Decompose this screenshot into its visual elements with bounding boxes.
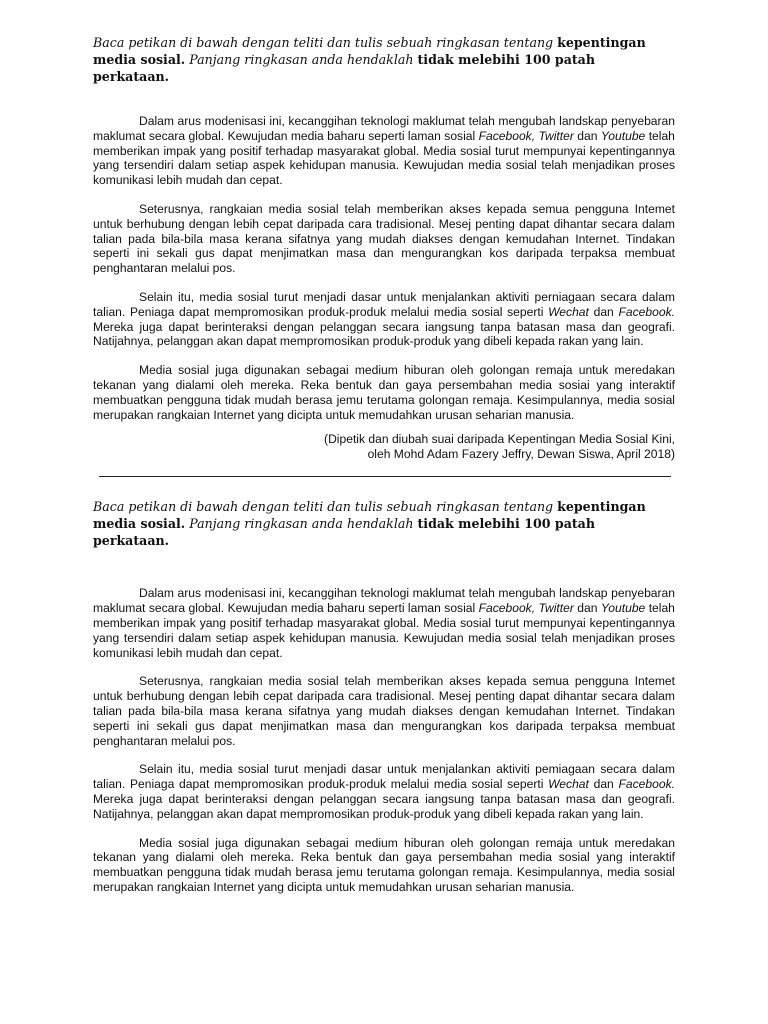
paragraph-3 [93, 290, 675, 349]
paragraph-3-facebook: Facebook. [618, 777, 675, 792]
paragraph-3-wechat: Wechat [548, 304, 589, 319]
paragraph-1 [93, 586, 675, 660]
paragraph-3-text-a: Selain itu, media sosial turut menjadi dasar untuk menjalankan aktiviti pemiagaan secara dalam talian. Peniaga dapat mempromosikan produk-produk melalui media sosial seperti [93, 762, 675, 792]
paragraph-2: Seterusnya, rangkaian media sosial telah memberikan akses kepada semua pengguna Intemet untuk berhubung dengan lebih cepat daripada cara tradisional. Mesej penting dapat dihantar secara dalam talian pada bila-bila masa kerana sifatnya yang mudah diakses dengan kemudahan Internet. Tindakan seperti ini sekali gus dapat menjimatkan masa dan mengurangkan kos daripada terpaksa membuat penghantaran melalui pos. [93, 674, 675, 748]
paragraph-1-facebook: Facebook, [478, 128, 536, 143]
instruction-part-2: Panjang ringkasan anda hendaklah [189, 516, 414, 532]
paragraph-1-facebook: Facebook, [478, 601, 536, 616]
paragraph-1-dan: dan [577, 601, 598, 616]
paragraph-2: Seterusnya, rangkaian media sosial telah memberikan akses kepada semua pengguna Intemet untuk berhubung dengan lebih cepat daripada cara tradisional. Mesej penting dapat dihantar secara dalam talian pada bila-bila masa kerana sifatnya yang mudah diakses dengan kemudahan Internet. Tindakan seperti ini sekali gus dapat menjimatkan masa dan mengurangkan kos daripada terpaksa membuat penghantaran melalui pos. [93, 201, 675, 276]
paragraph-1-dan: dan [577, 128, 598, 143]
citation-line-1: (Dipetik dan diubah suai daripada Kepentingan Media Sosial Kini, [324, 432, 675, 447]
instruction-topic: kepentingan media sosial. [93, 35, 646, 67]
paragraph-3-facebook: Facebook. [618, 304, 675, 319]
citation-line-2: oleh Mohd Adam Fazery Jeffry, Dewan Siswa, April 2018) [367, 447, 675, 462]
paragraph-3-text-b: Mereka juga dapat berinteraksi dengan pelanggan secara iangsung tanpa batasan masa dan geografi. Natijahnya, pelanggan akan dapat mempromosikan produk-produk yang dibeli kepada rakan yang lain. [93, 791, 675, 821]
instruction-part-2: Panjang ringkasan anda hendaklah [189, 52, 414, 67]
instruction-word-limit: tidak melebihi 100 patah perkataan. [93, 516, 595, 549]
passage-section-1 [93, 34, 675, 462]
paragraph-4: Media sosial juga digunakan sebagai medium hiburan oleh golongan remaja untuk meredakan tekanan yang dialami oleh mereka. Reka bentuk dan gaya persembahan media sosiai yang interaktif membuatkan pengguna tidak mudah berasa jemu terutama golongan remaja. Kesimpulannya, media sosial merupakan rangkaian Internet yang dicipta untuk memudahkan urusan seharian manusia. [93, 363, 675, 422]
instruction-end: . [164, 69, 170, 84]
instruction-text [93, 498, 675, 549]
instruction-part-1: Baca petikan di bawah dengan teliti dan tulis sebuah ringkasan tentang [93, 35, 554, 50]
paragraph-1-twitter: Twitter [538, 128, 574, 143]
source-citation [93, 432, 675, 462]
paragraph-1-youtube: Youtube [600, 128, 646, 143]
section-divider [99, 476, 671, 477]
paragraph-3-text-a: Selain itu, media sosial turut menjadi dasar untuk menjalankan aktiviti perniagaan secara dalam talian. Peniaga dapat mempromosikan produk-produk melalui media sosial seperti [93, 289, 675, 319]
paragraph-3-text-b: Mereka juga dapat berinteraksi dengan pelanggan secara iangsung tanpa batasan masa dan geografi. Natijahnya, pelanggan akan dapat mempromosikan produk-produk yang dibeli kepada rakan yang lain. [93, 319, 675, 349]
paragraph-3-dan: dan [593, 777, 614, 792]
paragraph-1-twitter: Twitter [538, 601, 574, 616]
instruction-text [93, 34, 675, 85]
paragraph-1-youtube: Youtube [600, 601, 646, 616]
paragraph-1-text-b: telah memberikan impak yang positif terhadap masyarakat global. Media sosial turut mempunyai kepentingannya yang tersendiri dalam setiap aspek kehidupan manusia. Kewujudan media sosial telah menjadikan proses komunikasi lebih mudah dan cepat. [93, 128, 675, 188]
paragraph-1 [93, 114, 675, 188]
instruction-part-1: Baca petikan di bawah dengan teliti dan tulis sebuah ringkasan tentang [93, 499, 554, 515]
paragraph-3-dan: dan [593, 304, 614, 319]
paragraph-3 [93, 762, 675, 821]
paragraph-1-text-a: Dalam arus modenisasi ini, kecanggihan teknologi maklumat telah mengubah landskap penyebaran maklumat secara global. Kewujudan media baharu seperti laman sosial [93, 114, 675, 143]
instruction-word-limit: tidak melebihi 100 patah perkataan [93, 52, 595, 84]
paragraph-4: Media sosial juga digunakan sebagai medium hiburan oleh golongan remaja untuk meredakan tekanan yang dialami oleh mereka. Reka bentuk dan gaya persembahan media sosial yang interaktif membuatkan pengguna tidak mudah berasa jemu terutama golongan remaja. Kesimpulannya, media sosial merupakan rangkaian Internet yang dicipta untuk memudahkan urusan seharian manusia. [93, 835, 675, 894]
paragraph-1-text-b: telah memberikan impak yang positif terhadap masyarakat global. Media sosial turut mempunyai kepentingannya yang tersendiri dalam setiap aspek kehidupan manusia. Kewujudan media sosial telah menjadikan proses komunikasi lebih mudah dan cepat. [93, 601, 675, 660]
instruction-topic: kepentingan media sosial. [93, 499, 646, 532]
paragraph-1-text-a: Dalam arus modenisasi ini, kecanggihan teknologi maklumat telah mengubah landskap penyebaran maklumat secara global. Kewujudan media baharu seperti laman sosial [93, 586, 675, 616]
passage-section-2 [93, 498, 675, 894]
paragraph-3-wechat: Wechat [548, 777, 589, 792]
